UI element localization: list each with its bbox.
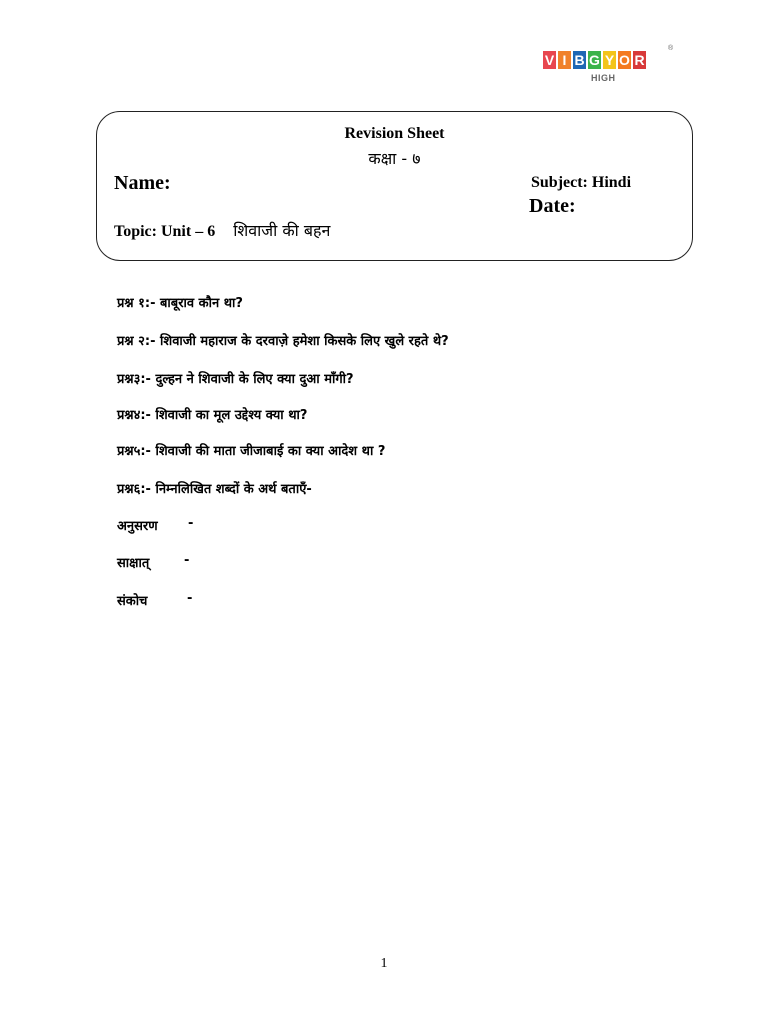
class-label: कक्षा - ७ xyxy=(368,149,421,168)
logo-letter-r: R xyxy=(634,52,645,68)
page-number: 1 xyxy=(380,956,388,971)
logo-letters xyxy=(543,51,671,69)
question-2: प्रश्न २:- शिवाजी महाराज के दरवाज़े हमेशा किसके लिए खुले रहते थे? xyxy=(117,334,449,349)
question-6: प्रश्न६:- निम्नलिखित शब्दों के अर्थ बताएँ- xyxy=(117,482,312,497)
question-3: प्रश्न३:- दुल्हन ने शिवाजी के लिए क्या दुआ माँगी? xyxy=(117,372,354,387)
sheet-title: Revision Sheet xyxy=(344,125,445,142)
topic-prefix: Topic: Unit – 6 xyxy=(114,223,216,240)
topic-title: शिवाजी की बहन xyxy=(233,221,331,240)
registered-mark: ® xyxy=(668,45,674,52)
name-label: Name: xyxy=(114,172,171,194)
term-anusaran: अनुसरण xyxy=(117,519,158,534)
logo-letter-o: O xyxy=(619,52,630,68)
logo-letter-y: Y xyxy=(604,52,615,68)
question-1: प्रश्न १:- बाबूराव कौन था? xyxy=(117,296,243,311)
logo-letter-g: G xyxy=(589,52,600,68)
topic-line xyxy=(114,219,330,241)
question-4: प्रश्न४:- शिवाजी का मूल उद्देश्य क्या था? xyxy=(117,408,308,423)
subject-label: Subject: Hindi xyxy=(531,174,632,191)
term-anusaran-dash: - xyxy=(188,516,194,531)
logo-subtitle: HIGH xyxy=(591,73,616,83)
question-5: प्रश्न५:- शिवाजी की माता जीजाबाई का क्या आदेश था ? xyxy=(117,444,386,459)
term-sakshat: साक्षात् xyxy=(117,556,150,571)
term-sakshat-dash: - xyxy=(184,553,190,568)
logo-letter-b: B xyxy=(574,52,585,68)
logo-letter-v: V xyxy=(544,52,555,68)
date-label: Date: xyxy=(529,195,576,217)
header-box xyxy=(96,111,693,261)
term-sankoch-dash: - xyxy=(187,591,193,606)
vibgyor-high-logo xyxy=(543,45,674,87)
logo-letter-i: I xyxy=(558,51,571,69)
term-sankoch: संकोच xyxy=(117,594,148,609)
